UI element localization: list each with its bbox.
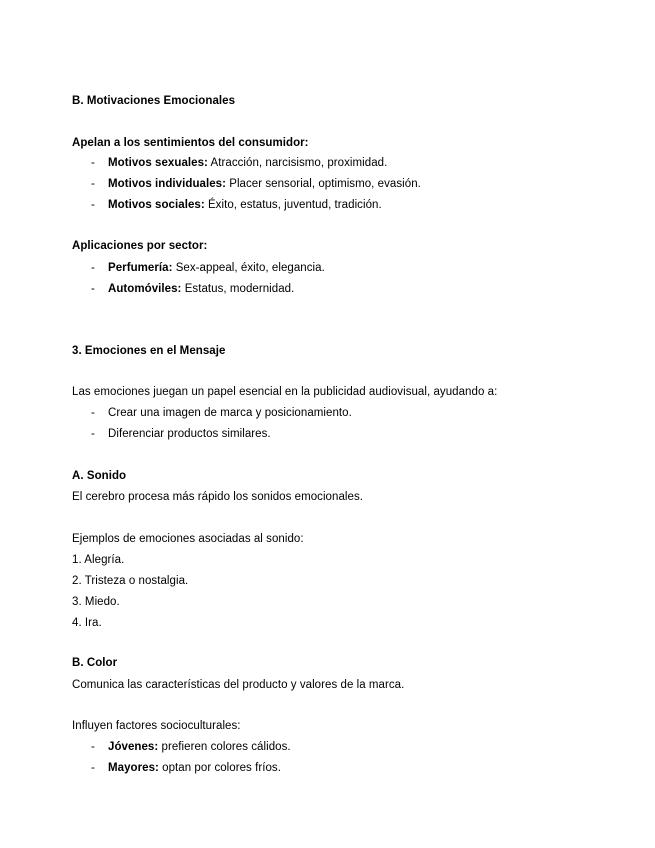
bullet-dash: - [91, 199, 95, 211]
list-item-text: optan por colores fríos. [158, 762, 281, 774]
list-item-term: Automóviles: [108, 283, 182, 295]
sonido-text: El cerebro procesa más rápido los sonidos emocionales. [72, 491, 363, 503]
list-item-text: Crear una imagen de marca y posicionamiento. [108, 407, 352, 419]
color-factors-title: Influyen factores socioculturales: [72, 720, 241, 732]
list-item-text: prefieren colores cálidos. [158, 741, 291, 753]
bullet-dash: - [91, 428, 95, 440]
bullet-dash: - [91, 283, 95, 295]
list-item-text: Estatus, modernidad. [181, 283, 295, 295]
list-item-text: Diferenciar productos similares. [108, 428, 271, 440]
list-item-term: Perfumería: [108, 262, 173, 274]
list-item [91, 282, 294, 296]
section-heading-color: B. Color [72, 657, 118, 669]
sector-title: Aplicaciones por sector: [72, 240, 208, 252]
list-item-term: Motivos sexuales: [108, 157, 208, 169]
bullet-dash: - [91, 407, 95, 419]
bullet-dash: - [91, 762, 95, 774]
list-item [91, 156, 387, 170]
section-heading-emociones: 3. Emociones en el Mensaje [72, 345, 226, 357]
list-item-text: Placer sensorial, optimismo, evasión. [225, 178, 421, 190]
bullet-dash: - [91, 178, 95, 190]
list-item [91, 406, 352, 420]
bullet-dash: - [91, 262, 95, 274]
sonido-examples-title: Ejemplos de emociones asociadas al sonido: [72, 533, 304, 545]
section-heading-motivaciones: B. Motivaciones Emocionales [72, 95, 236, 107]
list-item-text: Sex-appeal, éxito, elegancia. [172, 262, 325, 274]
list-item [91, 427, 271, 441]
list-item-term: Jóvenes: [108, 741, 159, 753]
motivaciones-intro: Apelan a los sentimientos del consumidor: [72, 137, 309, 149]
list-item-term: Motivos sociales: [108, 199, 205, 211]
list-item-text: Atracción, narcisismo, proximidad. [207, 157, 388, 169]
color-text: Comunica las características del producto y valores de la marca. [72, 679, 405, 691]
list-item-text: Éxito, estatus, juventud, tradición. [204, 199, 382, 211]
list-item [91, 761, 281, 775]
numbered-item: 2. Tristeza o nostalgia. [72, 575, 189, 587]
list-item [91, 261, 325, 275]
numbered-item: 4. Ira. [72, 617, 102, 629]
list-item [91, 740, 291, 754]
list-item [91, 198, 382, 212]
list-item-term: Motivos individuales: [108, 178, 226, 190]
list-item [91, 177, 421, 191]
list-item-term: Mayores: [108, 762, 159, 774]
numbered-item: 3. Miedo. [72, 596, 120, 608]
bullet-dash: - [91, 741, 95, 753]
emociones-intro: Las emociones juegan un papel esencial en la publicidad audiovisual, ayudando a: [72, 386, 498, 398]
bullet-dash: - [91, 157, 95, 169]
section-heading-sonido: A. Sonido [72, 470, 127, 482]
numbered-item: 1. Alegría. [72, 554, 125, 566]
